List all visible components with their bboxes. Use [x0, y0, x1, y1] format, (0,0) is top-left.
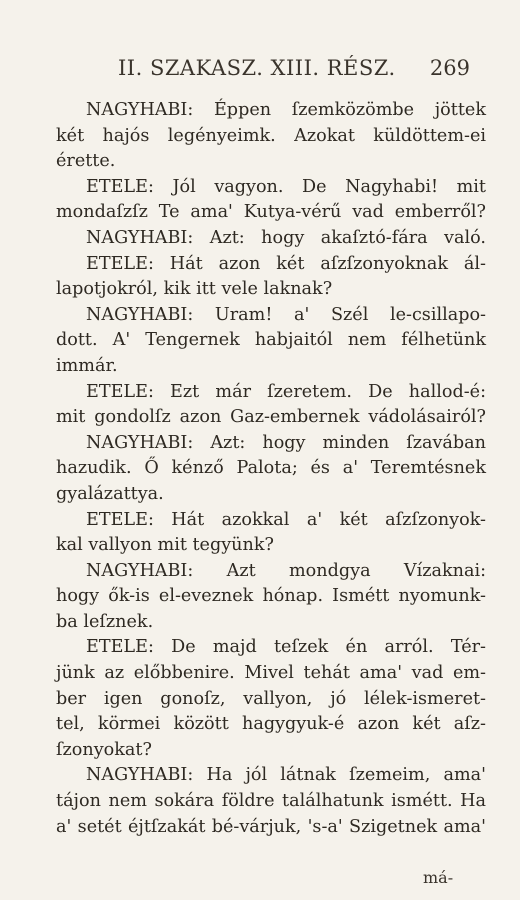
text-line: hogy ők-is el-eveznek hónap. Ismétt nyomunk- — [56, 586, 486, 607]
text-line: ETELE: De majd teſzek én arról. Tér- — [86, 637, 486, 658]
text-line: dott. A' Tengernek habjaitól nem félhetünk — [56, 330, 486, 351]
text-line: ſzonyokat? — [56, 739, 152, 760]
text-line: NAGYHABI: Éppen ſzemközömbe jöttek — [86, 100, 486, 120]
text-line: NAGYHABI: Azt mondgya Vízaknai: — [86, 560, 486, 581]
text-line: ETELE: Hát azokkal a' két aſzſzonyok- — [86, 509, 486, 530]
text-line: tel, körmei között hagygyuk-é azon két aſz- — [56, 714, 486, 735]
text-line: ba leſznek. — [56, 611, 154, 632]
text-line: lapotjokról, kik itt vele laknak? — [56, 279, 333, 300]
text-line: kal vallyon mit tegyünk? — [56, 535, 274, 556]
page-header — [60, 56, 470, 92]
text-line: két hajós legényeimk. Azokat küldöttem-ei — [56, 125, 486, 146]
text-line: mondaſzſz Te ama' Kutya-vérű vad emberről? — [56, 202, 486, 223]
body-text — [56, 98, 486, 840]
text-line: hazudik. Ő kénző Palota; és a' Teremtésnek — [56, 458, 486, 479]
text-line: NAGYHABI: Ha jól látnak ſzemeim, ama' — [86, 765, 486, 786]
text-line: ber igen gonoſz, vallyon, jó lélek-ismeret- — [56, 688, 486, 709]
page-number: 269 — [429, 56, 470, 80]
text-line: NAGYHABI: Azt: hogy akaſztó-fára való. — [86, 227, 486, 248]
text-line: érette. — [56, 151, 116, 172]
running-head: II. SZAKASZ. XIII. RÉSZ. — [118, 56, 396, 80]
text-line: gyalázattya. — [56, 483, 164, 504]
text-line: tájon nem sokára földre találhatunk ismétt. Ha — [56, 791, 486, 812]
text-line: jünk az előbbenire. Mivel tehát ama' vad em- — [56, 663, 486, 684]
text-line: ETELE: Hát azon két aſzſzonyoknak ál- — [86, 253, 486, 274]
text-line: ETELE: Ezt már ſzeretem. De hallod-é: — [86, 381, 486, 402]
text-line: a' setét éjtſzakát bé-várjuk, 's-a' Szigetnek ama' — [56, 816, 486, 837]
text-line: immár. — [56, 355, 118, 376]
text-line: NAGYHABI: Uram! a' Szél le-csillapo- — [86, 304, 486, 325]
catchword: má- — [423, 868, 454, 887]
text-line: ETELE: Jól vagyon. De Nagyhabi! mit — [86, 176, 486, 197]
text-line: mit gondolſz azon Gaz-embernek vádolásairól? — [56, 407, 486, 428]
text-line: NAGYHABI: Azt: hogy minden ſzavában — [86, 432, 486, 453]
